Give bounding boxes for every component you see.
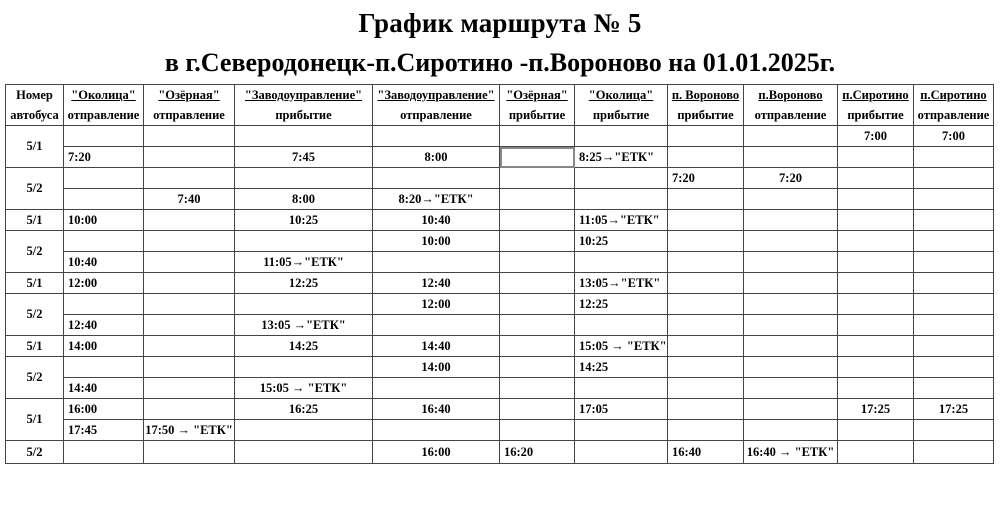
time-cell xyxy=(914,294,994,315)
time-cell xyxy=(144,378,235,399)
time-cell xyxy=(668,126,744,147)
time-cell: 8:00 xyxy=(373,147,500,168)
time-cell: 17:45 xyxy=(64,420,144,441)
column-header-type: отправление xyxy=(64,105,144,126)
time-cell xyxy=(838,420,914,441)
time-cell xyxy=(235,231,373,252)
time-cell xyxy=(500,252,575,273)
time-cell xyxy=(144,357,235,378)
column-header-type: прибытие xyxy=(668,105,744,126)
time-cell: 7:20 xyxy=(668,168,744,189)
time-cell xyxy=(668,147,744,168)
column-header-stop xyxy=(6,85,64,106)
time-cell: 10:00 xyxy=(373,231,500,252)
time-cell xyxy=(914,378,994,399)
time-cell xyxy=(500,420,575,441)
column-header-stop-name: "Озёрная" xyxy=(506,87,568,102)
time-cell xyxy=(668,231,744,252)
time-cell: 16:40 → "ЕТК" xyxy=(744,441,838,464)
time-cell xyxy=(668,273,744,294)
time-cell xyxy=(373,252,500,273)
time-cell: 14:00 xyxy=(64,336,144,357)
bus-number-cell: 5/1 xyxy=(6,336,64,357)
time-cell: 10:00 xyxy=(64,210,144,231)
table-row xyxy=(6,252,994,273)
time-cell xyxy=(744,357,838,378)
time-cell xyxy=(744,231,838,252)
time-cell xyxy=(575,168,668,189)
time-cell: 13:05 →"ЕТК" xyxy=(235,315,373,336)
time-cell xyxy=(914,147,994,168)
time-cell xyxy=(838,231,914,252)
time-cell xyxy=(144,399,235,420)
time-cell xyxy=(668,336,744,357)
time-cell xyxy=(744,210,838,231)
time-cell xyxy=(64,357,144,378)
time-cell: 16:40 xyxy=(668,441,744,464)
time-cell xyxy=(914,189,994,210)
time-cell xyxy=(744,420,838,441)
header-row-top xyxy=(6,85,994,106)
time-cell: 13:05→"ЕТК" xyxy=(575,273,668,294)
time-cell xyxy=(914,420,994,441)
column-header-type: отправление xyxy=(373,105,500,126)
time-cell xyxy=(838,168,914,189)
bus-number-cell: 5/2 xyxy=(6,357,64,399)
column-header-stop xyxy=(914,85,994,106)
time-cell xyxy=(668,189,744,210)
time-cell xyxy=(744,336,838,357)
column-header-stop xyxy=(500,85,575,106)
time-cell: 10:40 xyxy=(373,210,500,231)
time-cell xyxy=(144,147,235,168)
column-header-stop-name: "Заводоуправление" xyxy=(244,87,363,102)
time-cell xyxy=(144,294,235,315)
column-header-stop xyxy=(668,85,744,106)
bus-number-cell: 5/2 xyxy=(6,441,64,464)
column-header-stop xyxy=(235,85,373,106)
column-header-stop xyxy=(838,85,914,106)
column-header-type: автобуса xyxy=(6,105,64,126)
time-cell xyxy=(838,336,914,357)
time-cell xyxy=(838,441,914,464)
time-cell: 14:25 xyxy=(235,336,373,357)
table-row xyxy=(6,315,994,336)
time-cell xyxy=(373,168,500,189)
time-cell: 12:25 xyxy=(575,294,668,315)
time-cell xyxy=(64,441,144,464)
column-header-type: отправление xyxy=(144,105,235,126)
time-cell: 8:25→"ЕТК" xyxy=(575,147,668,168)
column-header-stop-name: п.Сиротино xyxy=(920,87,987,102)
column-header-stop xyxy=(64,85,144,106)
time-cell xyxy=(144,336,235,357)
time-cell xyxy=(668,378,744,399)
time-cell xyxy=(500,147,575,168)
time-cell xyxy=(64,294,144,315)
time-cell xyxy=(144,231,235,252)
time-cell xyxy=(838,294,914,315)
time-cell: 12:40 xyxy=(64,315,144,336)
time-cell: 15:05 → "ЕТК" xyxy=(575,336,668,357)
time-cell xyxy=(144,126,235,147)
time-cell xyxy=(744,189,838,210)
column-header-type: прибытие xyxy=(838,105,914,126)
time-cell xyxy=(500,189,575,210)
time-cell: 7:20 xyxy=(64,147,144,168)
time-cell xyxy=(500,315,575,336)
table-row xyxy=(6,441,994,464)
time-cell xyxy=(575,441,668,464)
time-cell xyxy=(144,441,235,464)
time-cell xyxy=(838,378,914,399)
time-cell xyxy=(500,294,575,315)
time-cell: 7:40 xyxy=(144,189,235,210)
column-header-stop-name: "Околица" xyxy=(588,87,654,102)
bus-number-cell: 5/1 xyxy=(6,273,64,294)
table-row xyxy=(6,420,994,441)
column-header-stop xyxy=(144,85,235,106)
time-cell xyxy=(668,294,744,315)
column-header-stop-name: "Околица" xyxy=(71,87,136,102)
time-cell: 16:00 xyxy=(373,441,500,464)
time-cell: 12:00 xyxy=(373,294,500,315)
time-cell xyxy=(575,252,668,273)
time-cell xyxy=(668,399,744,420)
time-cell xyxy=(914,315,994,336)
column-header-stop-name: Номер xyxy=(16,87,53,102)
time-cell xyxy=(373,378,500,399)
column-header-type: прибытие xyxy=(575,105,668,126)
time-cell: 16:00 xyxy=(64,399,144,420)
time-cell: 11:05→"ЕТК" xyxy=(575,210,668,231)
time-cell xyxy=(64,231,144,252)
column-header-type: прибытие xyxy=(235,105,373,126)
bus-number-cell: 5/1 xyxy=(6,399,64,441)
time-cell xyxy=(575,189,668,210)
time-cell xyxy=(144,315,235,336)
time-cell: 7:20 xyxy=(744,168,838,189)
table-row xyxy=(6,378,994,399)
time-cell xyxy=(668,315,744,336)
time-cell: 7:45 xyxy=(235,147,373,168)
schedule-title: График маршрута № 5 xyxy=(358,8,642,38)
table-body xyxy=(6,126,994,464)
time-cell xyxy=(500,399,575,420)
time-cell xyxy=(744,147,838,168)
time-cell xyxy=(838,147,914,168)
time-cell xyxy=(838,273,914,294)
time-cell: 8:00 xyxy=(235,189,373,210)
table-header xyxy=(6,85,994,126)
bus-number-cell: 5/2 xyxy=(6,168,64,210)
time-cell xyxy=(838,189,914,210)
column-header-stop xyxy=(575,85,668,106)
time-cell: 16:40 xyxy=(373,399,500,420)
time-cell xyxy=(668,210,744,231)
time-cell xyxy=(575,420,668,441)
time-cell: 16:20 xyxy=(500,441,575,464)
time-cell xyxy=(500,210,575,231)
time-cell xyxy=(668,357,744,378)
time-cell xyxy=(500,357,575,378)
time-cell xyxy=(500,126,575,147)
column-header-stop-name: "Заводоуправление" xyxy=(377,87,495,102)
time-cell xyxy=(838,315,914,336)
time-cell: 12:40 xyxy=(373,273,500,294)
time-cell xyxy=(838,210,914,231)
time-cell xyxy=(744,315,838,336)
time-cell xyxy=(744,252,838,273)
column-header-stop xyxy=(744,85,838,106)
time-cell xyxy=(373,420,500,441)
time-cell xyxy=(668,420,744,441)
time-cell xyxy=(373,315,500,336)
bus-number-cell: 5/1 xyxy=(6,210,64,231)
header-row-bottom xyxy=(6,105,994,126)
table-row xyxy=(6,399,994,420)
table-row xyxy=(6,210,994,231)
time-cell: 7:00 xyxy=(914,126,994,147)
time-cell: 11:05→"ЕТК" xyxy=(235,252,373,273)
time-cell xyxy=(914,357,994,378)
column-header-type: прибытие xyxy=(500,105,575,126)
time-cell: 16:25 xyxy=(235,399,373,420)
column-header-stop xyxy=(373,85,500,106)
time-cell xyxy=(500,231,575,252)
time-cell xyxy=(744,273,838,294)
time-cell: 14:40 xyxy=(373,336,500,357)
time-cell xyxy=(64,189,144,210)
time-cell xyxy=(575,315,668,336)
time-cell: 10:25 xyxy=(575,231,668,252)
column-header-stop-name: "Озёрная" xyxy=(158,87,220,102)
time-cell: 7:00 xyxy=(838,126,914,147)
table-row xyxy=(6,294,994,315)
bus-number-cell: 5/1 xyxy=(6,126,64,168)
table-row xyxy=(6,189,994,210)
time-cell xyxy=(744,126,838,147)
time-cell: 10:25 xyxy=(235,210,373,231)
column-header-stop-name: п.Сиротино xyxy=(842,87,909,102)
time-cell: 17:25 xyxy=(838,399,914,420)
time-cell: 15:05 → "ЕТК" xyxy=(235,378,373,399)
time-cell xyxy=(744,294,838,315)
table-row xyxy=(6,357,994,378)
time-cell xyxy=(500,273,575,294)
table-row xyxy=(6,126,994,147)
time-cell xyxy=(575,378,668,399)
time-cell xyxy=(235,420,373,441)
column-header-stop-name: п.Вороново xyxy=(758,87,823,102)
time-cell xyxy=(235,441,373,464)
bus-number-cell: 5/2 xyxy=(6,231,64,273)
column-header-stop-name: п. Вороново xyxy=(671,87,740,102)
time-cell xyxy=(500,336,575,357)
column-header-type: отправление xyxy=(744,105,838,126)
time-cell xyxy=(838,357,914,378)
time-cell xyxy=(144,210,235,231)
time-cell xyxy=(668,252,744,273)
time-cell xyxy=(500,168,575,189)
time-cell xyxy=(235,126,373,147)
time-cell: 17:25 xyxy=(914,399,994,420)
time-cell xyxy=(838,252,914,273)
time-cell: 14:25 xyxy=(575,357,668,378)
schedule-table xyxy=(5,84,994,464)
time-cell xyxy=(914,273,994,294)
time-cell xyxy=(500,378,575,399)
column-header-type: отправление xyxy=(914,105,994,126)
time-cell xyxy=(914,441,994,464)
time-cell: 17:05 xyxy=(575,399,668,420)
time-cell xyxy=(144,168,235,189)
time-cell xyxy=(235,294,373,315)
time-cell xyxy=(914,231,994,252)
time-cell: 8:20→"ЕТК" xyxy=(373,189,500,210)
time-cell xyxy=(914,252,994,273)
time-cell xyxy=(235,168,373,189)
time-cell: 14:40 xyxy=(64,378,144,399)
schedule-subtitle: в г.Северодонецк-п.Сиротино -п.Вороново на 01.01.2025г. xyxy=(164,48,836,77)
table-row xyxy=(6,273,994,294)
time-cell xyxy=(144,273,235,294)
table-row xyxy=(6,147,994,168)
time-cell xyxy=(744,399,838,420)
time-cell: 10:40 xyxy=(64,252,144,273)
time-cell xyxy=(144,252,235,273)
time-cell: 12:00 xyxy=(64,273,144,294)
time-cell: 17:50 → "ЕТК" xyxy=(144,420,235,441)
table-row xyxy=(6,231,994,252)
table-row xyxy=(6,336,994,357)
time-cell xyxy=(64,126,144,147)
table-row xyxy=(6,168,994,189)
time-cell: 14:00 xyxy=(373,357,500,378)
time-cell: 12:25 xyxy=(235,273,373,294)
time-cell xyxy=(914,168,994,189)
time-cell xyxy=(575,126,668,147)
time-cell xyxy=(914,336,994,357)
time-cell xyxy=(64,168,144,189)
time-cell xyxy=(235,357,373,378)
bus-number-cell: 5/2 xyxy=(6,294,64,336)
time-cell xyxy=(373,126,500,147)
time-cell xyxy=(914,210,994,231)
time-cell xyxy=(744,378,838,399)
